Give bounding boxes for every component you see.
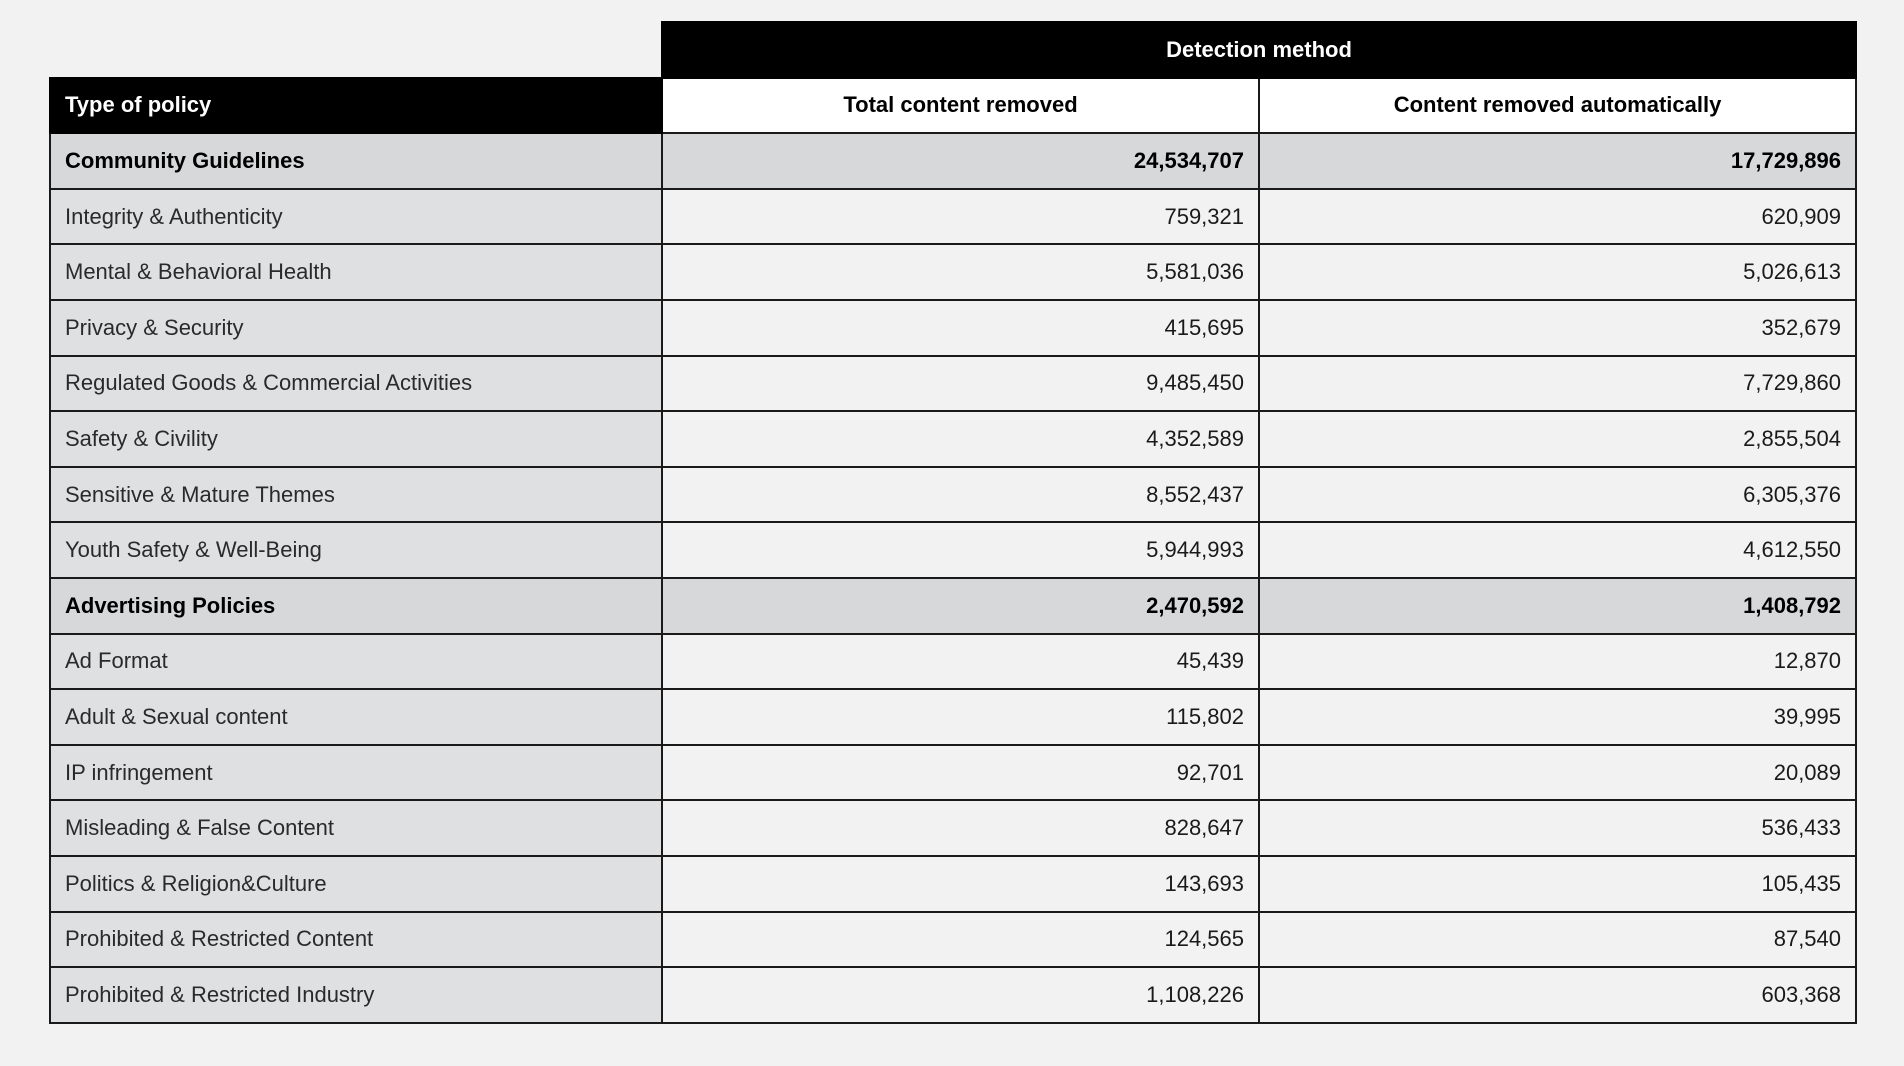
policy-label: IP infringement [50, 745, 662, 801]
total-removed-value: 9,485,450 [662, 356, 1259, 412]
policy-label: Safety & Civility [50, 411, 662, 467]
auto-removed-value: 87,540 [1259, 912, 1856, 968]
total-removed-value: 5,581,036 [662, 244, 1259, 300]
table-row [50, 189, 1856, 245]
auto-removed-value: 352,679 [1259, 300, 1856, 356]
total-removed-value: 2,470,592 [662, 578, 1259, 634]
table-row [50, 967, 1856, 1023]
section-row [50, 133, 1856, 189]
auto-removed-value: 620,909 [1259, 189, 1856, 245]
column-header-row [50, 78, 1856, 134]
policy-label: Regulated Goods & Commercial Activities [50, 356, 662, 412]
total-removed-value: 4,352,589 [662, 411, 1259, 467]
policy-label: Mental & Behavioral Health [50, 244, 662, 300]
total-removed-value: 5,944,993 [662, 522, 1259, 578]
table-row [50, 912, 1856, 968]
table-row [50, 634, 1856, 690]
auto-removed-value: 20,089 [1259, 745, 1856, 801]
policy-label: Misleading & False Content [50, 800, 662, 856]
policy-label: Youth Safety & Well-Being [50, 522, 662, 578]
auto-removed-value: 536,433 [1259, 800, 1856, 856]
table-row [50, 856, 1856, 912]
group-header-row [50, 22, 1856, 78]
table-row [50, 467, 1856, 523]
total-removed-value: 124,565 [662, 912, 1259, 968]
table-row [50, 244, 1856, 300]
table-row [50, 522, 1856, 578]
empty-corner-cell [50, 22, 662, 78]
table-row [50, 689, 1856, 745]
policy-label: Prohibited & Restricted Industry [50, 967, 662, 1023]
policy-label: Adult & Sexual content [50, 689, 662, 745]
table-row [50, 356, 1856, 412]
policy-table-container [49, 21, 1855, 1024]
total-removed-value: 759,321 [662, 189, 1259, 245]
detection-method-header: Detection method [662, 22, 1856, 78]
table-row [50, 800, 1856, 856]
auto-removed-value: 5,026,613 [1259, 244, 1856, 300]
auto-removed-value: 39,995 [1259, 689, 1856, 745]
table-body [50, 133, 1856, 1023]
auto-removed-value: 1,408,792 [1259, 578, 1856, 634]
section-label: Community Guidelines [50, 133, 662, 189]
table-row [50, 300, 1856, 356]
table-header [50, 22, 1856, 133]
section-row [50, 578, 1856, 634]
policy-label: Politics & Religion&Culture [50, 856, 662, 912]
policy-label: Ad Format [50, 634, 662, 690]
total-removed-value: 415,695 [662, 300, 1259, 356]
auto-removed-value: 7,729,860 [1259, 356, 1856, 412]
auto-removed-value: 4,612,550 [1259, 522, 1856, 578]
table-row [50, 745, 1856, 801]
policy-label: Prohibited & Restricted Content [50, 912, 662, 968]
total-removed-value: 24,534,707 [662, 133, 1259, 189]
total-removed-value: 8,552,437 [662, 467, 1259, 523]
total-removed-value: 92,701 [662, 745, 1259, 801]
total-removed-value: 1,108,226 [662, 967, 1259, 1023]
type-of-policy-header: Type of policy [50, 78, 662, 134]
auto-removed-value: 12,870 [1259, 634, 1856, 690]
total-removed-header: Total content removed [662, 78, 1259, 134]
total-removed-value: 45,439 [662, 634, 1259, 690]
total-removed-value: 828,647 [662, 800, 1259, 856]
auto-removed-value: 17,729,896 [1259, 133, 1856, 189]
policy-label: Privacy & Security [50, 300, 662, 356]
total-removed-value: 143,693 [662, 856, 1259, 912]
policy-label: Sensitive & Mature Themes [50, 467, 662, 523]
auto-removed-value: 2,855,504 [1259, 411, 1856, 467]
auto-removed-value: 105,435 [1259, 856, 1856, 912]
table-row [50, 411, 1856, 467]
policy-label: Integrity & Authenticity [50, 189, 662, 245]
section-label: Advertising Policies [50, 578, 662, 634]
auto-removed-value: 6,305,376 [1259, 467, 1856, 523]
auto-removed-value: 603,368 [1259, 967, 1856, 1023]
auto-removed-header: Content removed automatically [1259, 78, 1856, 134]
content-removal-table [49, 21, 1857, 1024]
total-removed-value: 115,802 [662, 689, 1259, 745]
